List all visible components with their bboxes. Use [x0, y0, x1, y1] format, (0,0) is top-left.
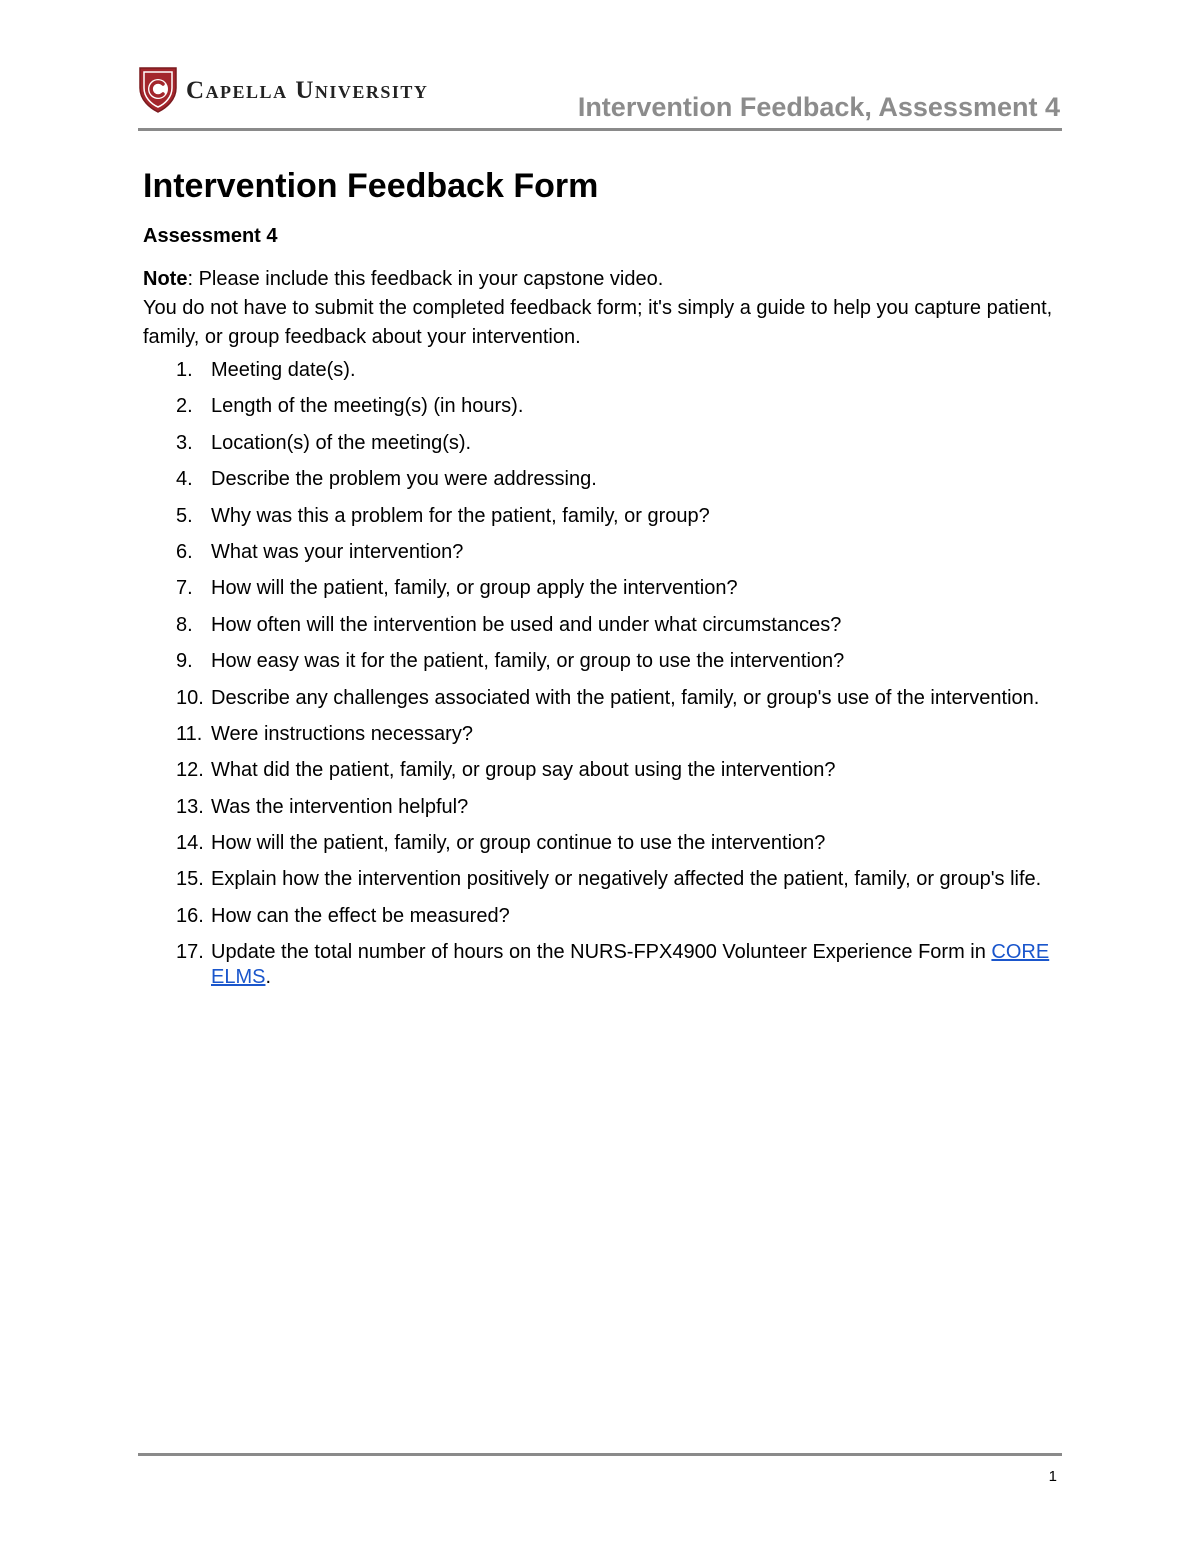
list-item-text: How will the patient, family, or group apply the intervention?	[211, 577, 738, 600]
intro-paragraph: You do not have to submit the completed feedback form; it's simply a guide to help you capture patient, family, or group feedback about your intervention.	[143, 297, 1053, 348]
note-label: Note	[143, 268, 188, 290]
list-item-text: Was the intervention helpful?	[211, 795, 469, 818]
list-item-number: 7.	[176, 577, 193, 600]
list-item-text: What was your intervention?	[211, 540, 464, 563]
list-item-text: How often will the intervention be used and under what circumstances?	[211, 613, 842, 636]
list-item-text: Meeting date(s).	[211, 359, 356, 381]
list-item-text: Length of the meeting(s) (in hours).	[211, 395, 524, 418]
list-item	[143, 686, 1058, 711]
list-item-text: Describe the problem you were addressing.	[211, 468, 597, 491]
document-body	[143, 164, 1058, 1002]
list-item-number: 6.	[176, 540, 193, 563]
document-header-title: Intervention Feedback, Assessment 4	[577, 92, 1060, 122]
list-item	[143, 540, 1058, 565]
list-item-text: How will the patient, family, or group continue to use the intervention?	[211, 832, 826, 855]
list-item-number: 14.	[176, 832, 204, 855]
list-item	[143, 722, 1058, 747]
list-item-number: 5.	[176, 504, 193, 527]
list-item-number: 11.	[176, 722, 203, 745]
list-item-text: Describe any challenges associated with the patient, family, or group's use of the intervention.	[211, 686, 1040, 709]
list-item-number: 13.	[176, 795, 204, 818]
list-item-number: 10.	[176, 686, 204, 709]
list-item-number: 12.	[176, 759, 204, 782]
feedback-question-list	[143, 358, 1058, 990]
list-item-text: Explain how the intervention positively or negatively affected the patient, family, or group's life.	[211, 868, 1042, 891]
list-item	[143, 394, 1058, 419]
list-item-number: 3.	[176, 431, 193, 454]
footer-divider	[138, 1453, 1062, 1456]
note-paragraph	[143, 265, 1058, 294]
list-item	[143, 504, 1058, 529]
list-item-number: 9.	[176, 650, 193, 673]
list-item-number: 2.	[176, 395, 193, 418]
list-item-number: 15.	[176, 868, 204, 891]
list-item	[143, 431, 1058, 456]
list-item-text: Location(s) of the meeting(s).	[211, 431, 472, 454]
page-header	[138, 66, 1062, 130]
list-item-number: 16.	[176, 904, 204, 927]
shield-icon	[138, 66, 178, 114]
list-item	[143, 904, 1058, 929]
header-divider	[138, 128, 1062, 131]
list-item-number: 4.	[176, 468, 193, 491]
list-item-text: How easy was it for the patient, family, or group to use the intervention?	[211, 650, 845, 673]
capella-logo	[138, 66, 428, 114]
list-item	[143, 613, 1058, 638]
list-item-text: Were instructions necessary?	[211, 722, 473, 745]
list-item	[143, 358, 1058, 383]
list-item	[143, 867, 1058, 892]
page-subtitle: Assessment 4	[143, 225, 278, 247]
list-item	[143, 576, 1058, 601]
page-number: 1	[1048, 1468, 1057, 1485]
page-title: Intervention Feedback Form	[143, 167, 599, 205]
note-text: : Please include this feedback in your capstone video.	[187, 268, 664, 290]
list-item-number: 1.	[176, 359, 193, 381]
list-item-text: Update the total number of hours on the NURS-FPX4900 Volunteer Experience Form in	[211, 941, 992, 964]
core-elms-link[interactable]: CORE ELMS	[211, 941, 1050, 989]
list-item	[143, 831, 1058, 856]
list-item-trailing-text: .	[265, 966, 272, 989]
list-item-text: What did the patient, family, or group say about using the intervention?	[211, 759, 836, 782]
list-item-text: How can the effect be measured?	[211, 904, 510, 927]
list-item-number: 17.	[176, 941, 204, 964]
list-item	[143, 795, 1058, 820]
list-item	[143, 758, 1058, 783]
logo-wordmark: Capella University	[186, 77, 429, 104]
list-item	[143, 467, 1058, 492]
list-item	[143, 940, 1058, 990]
list-item-number: 8.	[176, 613, 193, 636]
list-item	[143, 649, 1058, 674]
list-item-text: Why was this a problem for the patient, family, or group?	[211, 504, 710, 527]
